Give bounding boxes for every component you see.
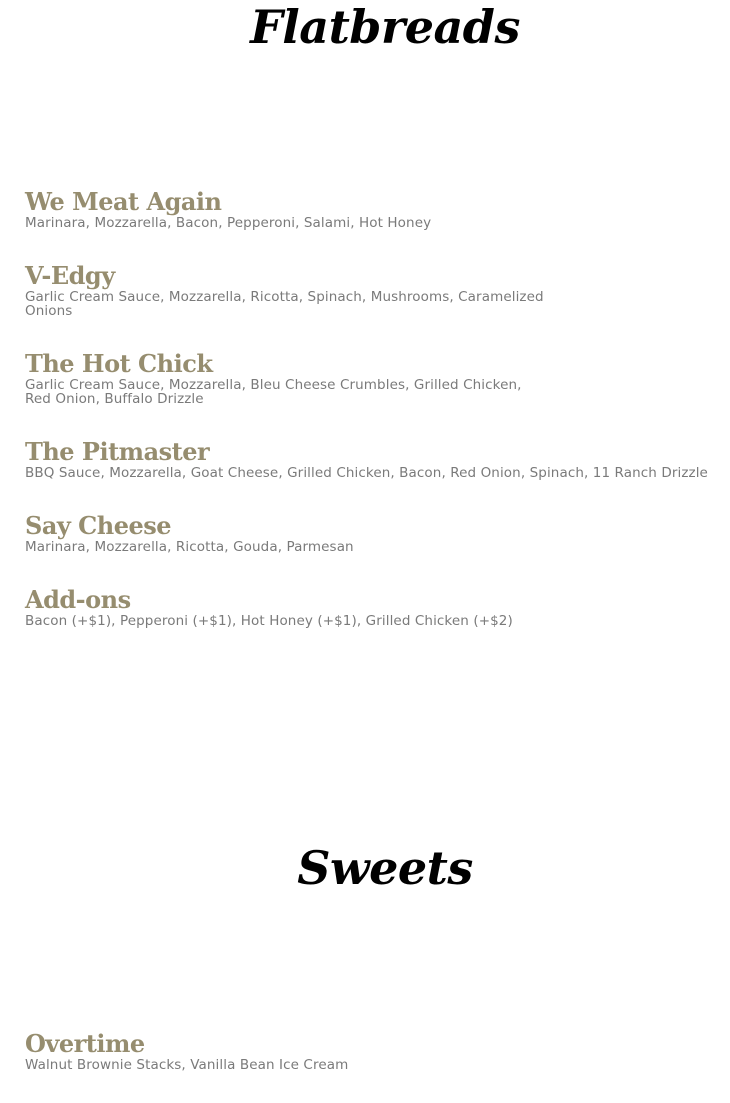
menu-item-the-pitmaster [25, 438, 715, 480]
menu-item-description: Marinara, Mozzarella, Bacon, Pepperoni, Salami, Hot Honey [25, 215, 432, 231]
menu-item-we-meat-again [25, 188, 715, 230]
menu-item-name: Add-ons [25, 585, 131, 614]
menu-item-description: Bacon (+$1), Pepperoni (+$1), Hot Honey (+$1), Grilled Chicken (+$2) [25, 613, 513, 629]
menu-item-description: BBQ Sauce, Mozzarella, Goat Cheese, Grilled Chicken, Bacon, Red Onion, Spinach, 11 Ranch Drizzle [25, 465, 708, 481]
menu-item-the-hot-chick [25, 350, 715, 406]
menu-item-say-cheese [25, 512, 715, 554]
menu-item-description: Garlic Cream Sauce, Mozzarella, Ricotta, Spinach, Mushrooms, Caramelized Onions [25, 289, 544, 319]
menu-item-description: Walnut Brownie Stacks, Vanilla Bean Ice Cream [25, 1057, 349, 1073]
menu-item-name: Say Cheese [25, 511, 172, 540]
menu-item-name: We Meat Again [25, 187, 222, 216]
menu-item-description: Marinara, Mozzarella, Ricotta, Gouda, Parmesan [25, 539, 354, 555]
flatbreads-section-title: Flatbreads [250, 0, 520, 54]
sweets-section-title: Sweets [297, 841, 473, 895]
menu-item-name: The Pitmaster [25, 437, 210, 466]
menu-item-v-edgy [25, 262, 715, 318]
menu-item-name: Overtime [25, 1029, 145, 1058]
menu-item-overtime [25, 1030, 715, 1072]
menu-item-description: Garlic Cream Sauce, Mozzarella, Bleu Cheese Crumbles, Grilled Chicken, Red Onion, Buffalo Drizzle [25, 377, 522, 407]
menu-item-name: V-Edgy [25, 261, 115, 290]
menu-item-name: The Hot Chick [25, 349, 213, 378]
menu-item-add-ons [25, 586, 715, 628]
